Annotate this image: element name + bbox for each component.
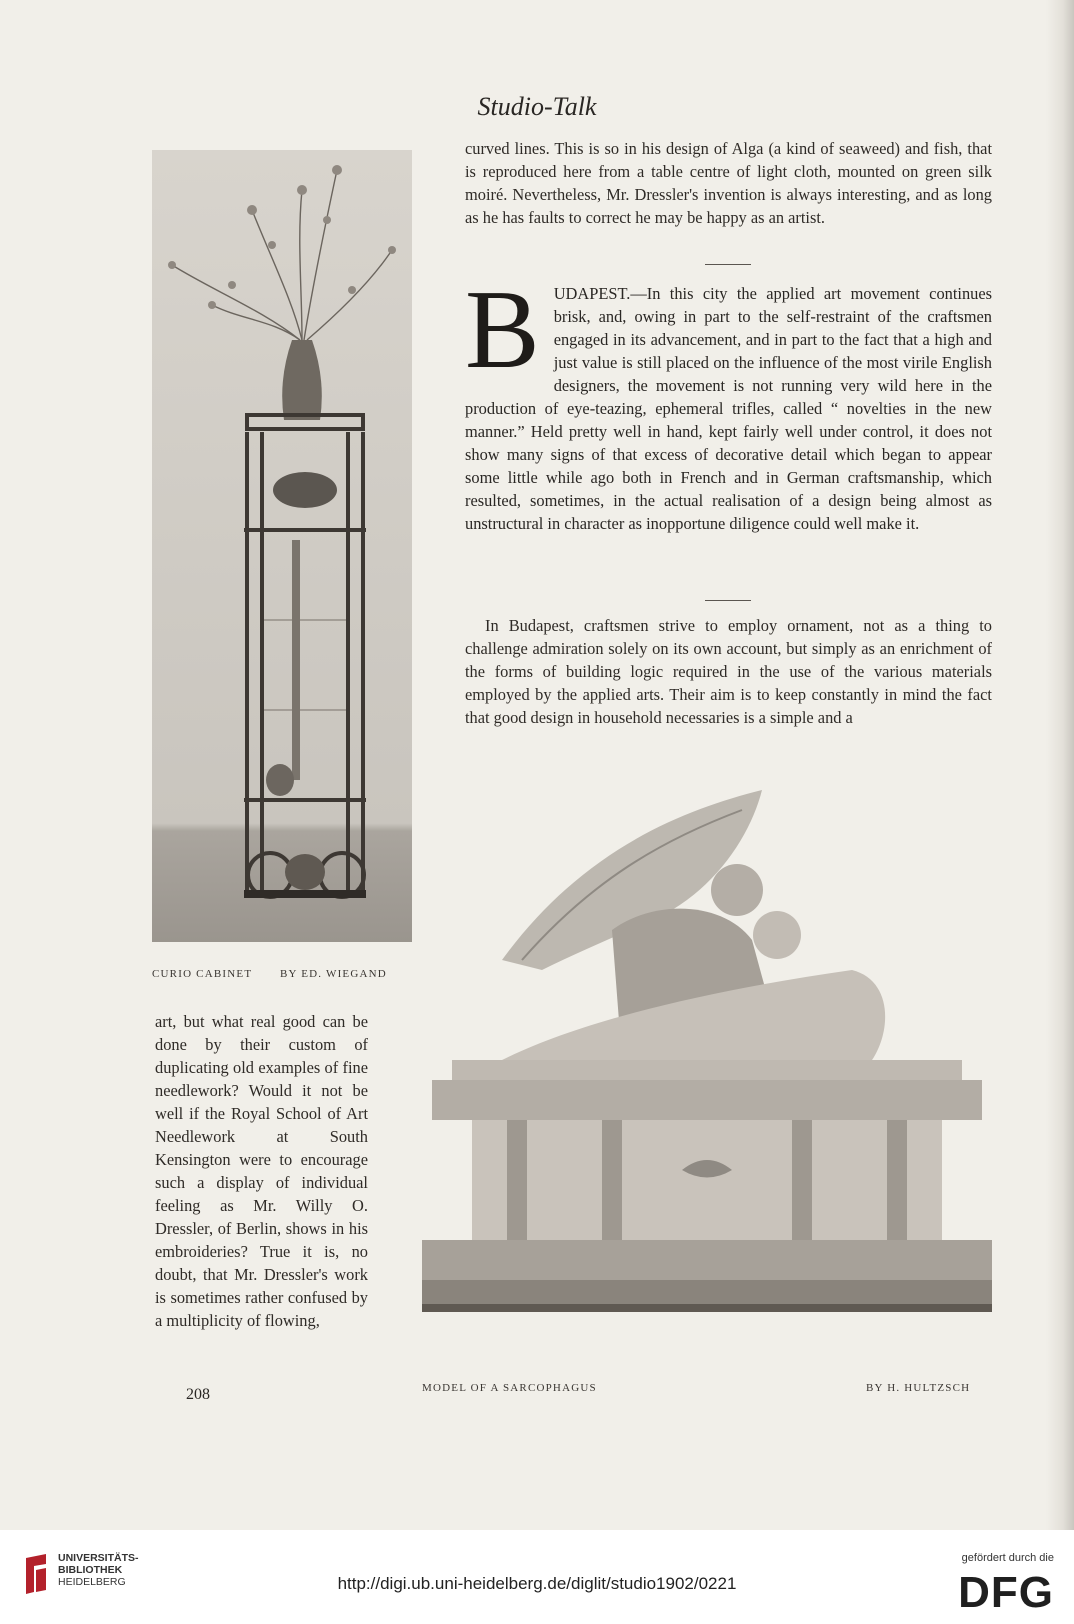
library-line-1: UNIVERSITÄTS- (58, 1552, 139, 1564)
paragraph-text: art, but what real good can be done by their custom of duplicating old examples of fine needlework? Would it not be well if the Royal School of Art Needlework at South Kensington were to encourage such a display of individual feeling as Mr. Willy O. Dressler, of Berlin, shows in his embroideries? True it is, no doubt, that Mr. Dressler's work is sometimes rather confused by a multiplicity of flowing, (155, 1012, 368, 1330)
budapest-text: UDAPEST.—In this city the applied art movement continues brisk, and, owing in part to the self-restraint of the craftsmen engaged in its advancement, and in part to the fact that a high and just value is still placed on the influence of the most virile English designers, the movement is not running very wild here in the production of eye-teazing, ephemeral trifles, called “ novelties in the new manner.” Held pretty well in hand, kept fairly well under control, it does not show many signs of that excess of decorative detail which began to appear some little while ago both in French and in German craftsmanship, which resulted, sometimes, in the actual realisation of a design being almost as unstructural in character as inopportune diligence could well make it. (465, 284, 992, 533)
running-head: Studio-Talk (477, 92, 597, 121)
page-number: 208 (186, 1386, 210, 1403)
paragraph-left-column (155, 1010, 368, 1332)
source-url-link[interactable]: http://digi.ub.uni-heidelberg.de/diglit/studio1902/0221 (337, 1574, 737, 1593)
paragraph-text: In Budapest, craftsmen strive to employ ornament, not as a thing to challenge admiration solely on its own account, but simply as an enrichment of the forms of building logic required in the use of the various materials employed by the applied arts. Their aim is to keep constantly in mind the fact that good design in household necessaries is a simple and a (465, 616, 992, 727)
library-line-3: HEIDELBERG (58, 1576, 126, 1588)
caption-sarcophagus-right: BY H. HULTZSCH (866, 1382, 971, 1394)
caption-sarcophagus-left: MODEL OF A SARCOPHAGUS (422, 1382, 597, 1394)
sarcophagus-photo (422, 790, 992, 1350)
caption-curio-cabinet-right: BY ED. WIEGAND (280, 968, 387, 980)
funded-by-label: gefördert durch die (961, 1552, 1054, 1564)
caption-curio-cabinet-left: CURIO CABINET (152, 968, 253, 980)
paragraph-curved-lines (465, 137, 992, 229)
dfg-logo: DFG (958, 1568, 1054, 1617)
section-rule (705, 264, 751, 265)
drop-cap: B (465, 268, 540, 392)
page-edge-shadow (1046, 0, 1074, 1530)
curio-cabinet-photo (152, 150, 412, 942)
paragraph-budapest (465, 268, 992, 535)
library-line-2: BIBLIOTHEK (58, 1564, 123, 1576)
section-rule (705, 600, 751, 601)
paragraph-text: curved lines. This is so in his design of Alga (a kind of seaweed) and fish, that is reproduced here from a table centre of light cloth, mounted on green silk moiré. Nevertheless, Mr. Dressler's invention is always interesting, and as long as he has faults to correct he may be happy as an artist. (465, 139, 992, 227)
paragraph-craftsmen (465, 614, 992, 729)
